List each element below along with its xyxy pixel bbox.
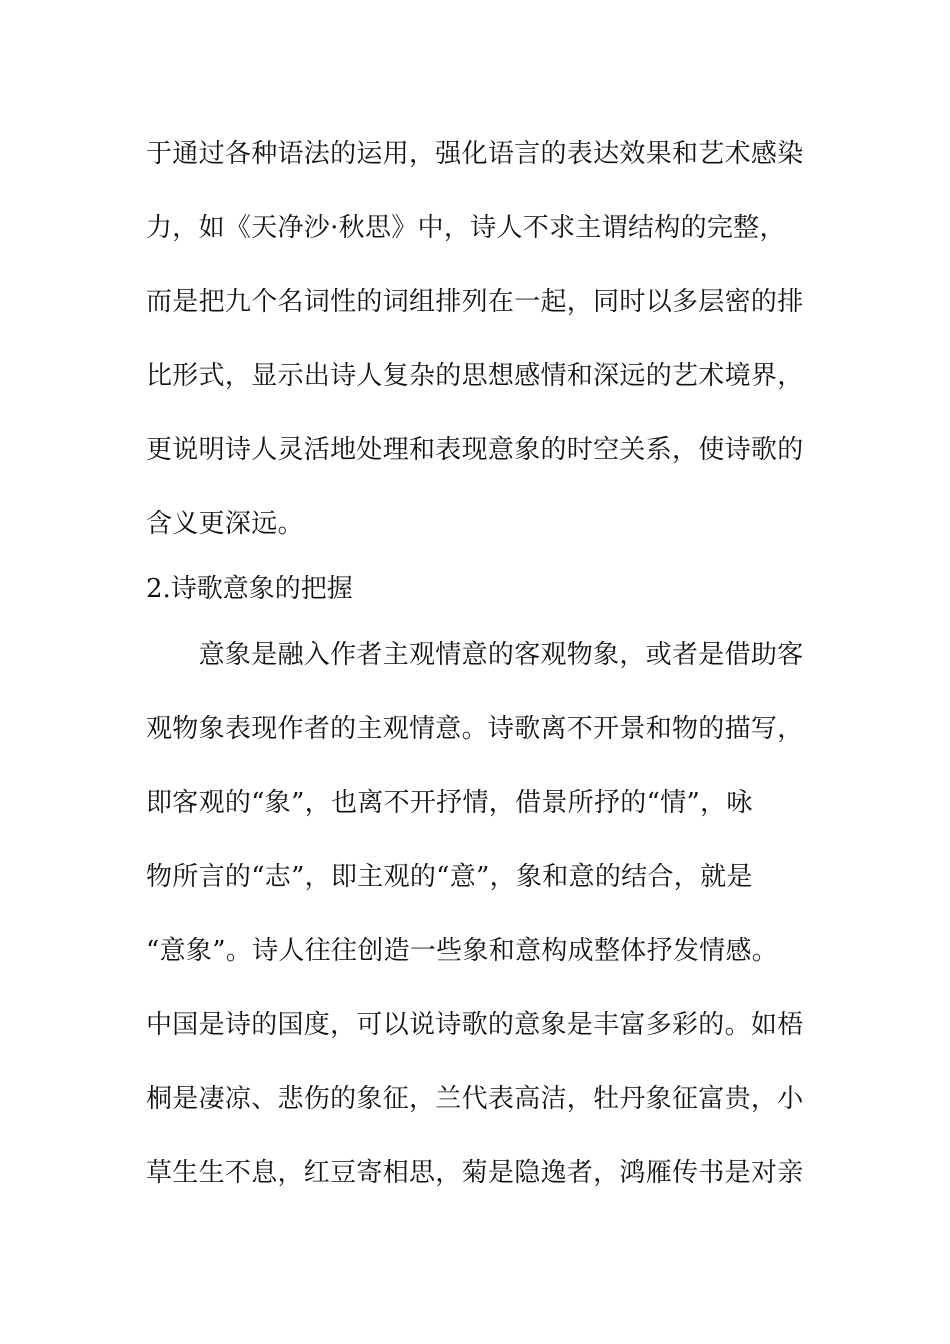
paragraph-line: 意象是融入作者主观情意的客观物象，或者是借助客 xyxy=(146,640,804,670)
section-heading: 2.诗歌意象的把握 xyxy=(146,574,353,604)
paragraph-line: 物所言的“志”，即主观的“意”，象和意的结合，就是 xyxy=(146,862,753,892)
paragraph-line: “意象”。诗人往往创造一些象和意构成整体抒发情感。 xyxy=(146,936,779,966)
paragraph-line: 比形式，显示出诗人复杂的思想感情和深远的艺术境界， xyxy=(146,361,804,391)
paragraph-line: 即客观的“象”，也离不开抒情，借景所抒的“情”，咏 xyxy=(146,788,753,818)
paragraph-line: 力，如《天净沙·秋思》中，诗人不求主谓结构的完整， xyxy=(146,213,786,243)
paragraph-line: 含义更深远。 xyxy=(146,509,304,539)
paragraph-line: 中国是诗的国度，可以说诗歌的意象是丰富多彩的。如梧 xyxy=(146,1010,804,1040)
paragraph-line: 观物象表现作者的主观情意。诗歌离不开景和物的描写， xyxy=(146,714,804,744)
paragraph-line: 于通过各种语法的运用，强化语言的表达效果和艺术感染 xyxy=(146,139,804,169)
paragraph-line: 桐是凄凉、悲伤的象征，兰代表高洁，牡丹象征富贵，小 xyxy=(146,1084,804,1114)
paragraph-line: 更说明诗人灵活地处理和表现意象的时空关系，使诗歌的 xyxy=(146,435,804,465)
paragraph-line: 草生生不息，红豆寄相思，菊是隐逸者，鸿雁传书是对亲 xyxy=(146,1158,804,1188)
paragraph-line: 而是把九个名词性的词组排列在一起，同时以多层密的排 xyxy=(146,287,804,317)
